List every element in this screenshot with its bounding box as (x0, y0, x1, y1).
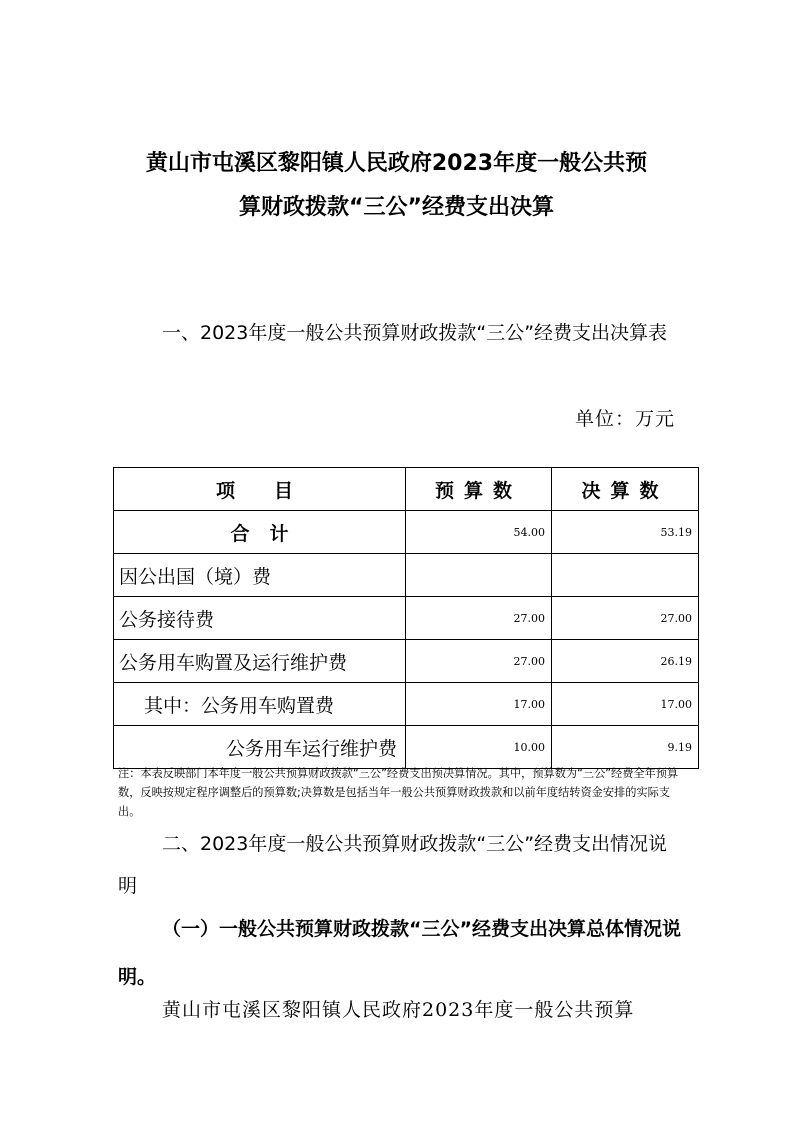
table-row (114, 683, 699, 726)
row-actual: 27.00 (552, 597, 699, 640)
row-budget (406, 554, 552, 597)
table-row (114, 726, 699, 769)
subsection1-heading: （一）一般公共预算财政拨款“三公”经费支出决算总体情况说明。 (118, 918, 681, 988)
header-budget: 预算数 (406, 468, 552, 511)
section1-heading: 一、2023年度一般公共预算财政拨款“三公”经费支出决算表 (162, 322, 668, 344)
header-item: 项 目 (114, 468, 406, 511)
table-row (114, 511, 699, 554)
unit-label: 单位：万元 (574, 408, 675, 430)
section2-heading: 二、2023年度一般公共预算财政拨款“三公”经费支出情况说明 (118, 833, 668, 897)
row-label: 合计 (114, 511, 406, 554)
row-actual: 9.19 (552, 726, 699, 769)
row-actual: 53.19 (552, 511, 699, 554)
row-actual: 26.19 (552, 640, 699, 683)
row-actual: 17.00 (552, 683, 699, 726)
table-row (114, 640, 699, 683)
row-budget: 17.00 (406, 683, 552, 726)
row-label: 公务用车运行维护费 (114, 726, 406, 769)
row-budget: 10.00 (406, 726, 552, 769)
table-note: 注：本表反映部门本年度一般公共预算财政拨款“三公”经费支出预决算情况。其中，预算数为“三公”经费全年预算数，反映按规定程序调整后的预算数;决算数是包括当年一般公共预算财政拨款和以前年度结转资金安排的实际支出。 (118, 767, 679, 818)
row-actual (552, 554, 699, 597)
body-paragraph: 黄山市屯溪区黎阳镇人民政府2023年度一般公共预算 (162, 999, 635, 1021)
row-budget: 27.00 (406, 640, 552, 683)
row-label: 公务接待费 (114, 597, 406, 640)
row-budget: 27.00 (406, 597, 552, 640)
document-title-line1: 黄山市屯溪区黎阳镇人民政府2023年度一般公共预 (145, 151, 648, 176)
row-budget: 54.00 (406, 511, 552, 554)
row-label: 因公出国（境）费 (114, 554, 406, 597)
row-label: 其中：公务用车购置费 (114, 683, 406, 726)
row-label: 公务用车购置及运行维护费 (114, 640, 406, 683)
document-title-line2: 算财政拨款“三公”经费支出决算 (239, 195, 554, 220)
expense-table (113, 467, 699, 769)
table-row (114, 597, 699, 640)
table-row (114, 554, 699, 597)
table-header-row (114, 468, 699, 511)
header-actual: 决算数 (552, 468, 699, 511)
